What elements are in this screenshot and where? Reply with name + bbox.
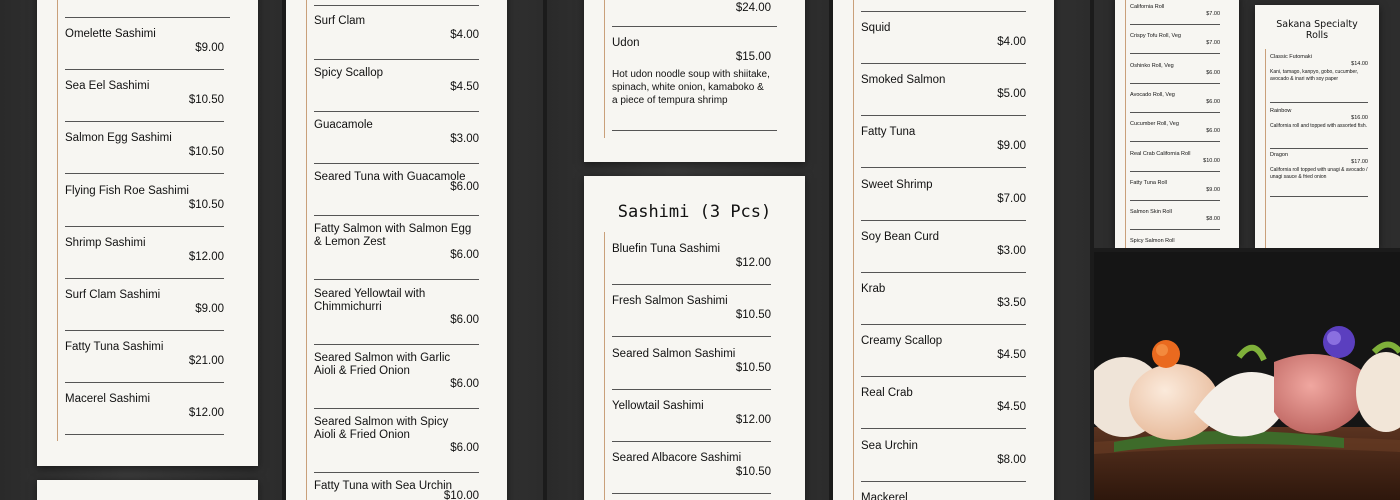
menu-item [861,126,1026,176]
divider [612,284,771,285]
menu-item [1130,33,1220,60]
item-price: $7.00 [1206,40,1220,47]
menu-rule [604,0,605,138]
item-price: $3.00 [450,133,479,145]
item-name: Crispy Tofu Roll, Veg [1130,33,1181,40]
item-name: Seared Tuna with Guacamole [314,171,466,183]
divider [65,173,224,174]
divider [612,493,771,494]
divider [65,382,224,383]
menu-card-specialty-rolls [1255,5,1379,248]
menu-item [1130,4,1220,31]
menu-item [1270,108,1368,150]
divider [314,344,479,345]
item-name: Bluefin Tuna Sashimi [612,243,721,255]
item-price: $12.00 [188,407,224,420]
menu-item-udon [612,37,771,107]
divider [65,226,224,227]
item-name: Spicy Salmon Roll [1130,238,1175,245]
menu-item [65,289,224,339]
item-price: $8.00 [997,453,1026,466]
item-name: Seared Salmon with Spicy Aioli & Fried Onion [314,416,449,441]
item-price: $7.00 [1206,11,1220,17]
divider [861,376,1026,377]
menu-rule [1125,0,1126,248]
item-name: Oshinko Roll, Veg [1130,62,1174,69]
divider [314,408,479,409]
menu-item [612,243,771,293]
menu-item [1270,152,1368,194]
item-price: $10.50 [735,361,771,374]
item-price: $6.00 [450,378,479,390]
item-name: Classic Futomaki [1270,54,1312,60]
divider [612,389,771,390]
divider [314,215,479,216]
item-price: $10.50 [735,466,771,479]
menu-item [861,22,1026,72]
item-price: $16.00 [1351,115,1368,121]
item-price: $10.00 [1203,157,1220,164]
section-title: Sashimi (3 Pcs) [617,202,772,222]
divider [65,121,224,122]
divider [1130,24,1220,25]
item-name: Surf Clam [314,15,366,27]
item-name: Udon [612,37,640,49]
item-price: $4.00 [450,29,479,41]
menu-item [1130,238,1220,248]
menu-card-sashimi-list [37,0,258,466]
sushi-photo [1094,252,1400,500]
divider [314,472,479,473]
item-price: $21.00 [188,355,224,368]
item-name: Fresh Salmon Sashimi [612,295,728,308]
menu-item [861,283,1026,333]
item-price: $4.50 [997,401,1026,414]
menu-card-sashimi-3pcs [584,176,805,500]
item-name: Yellowtail Sashimi [612,399,704,412]
item-price: $6.00 [450,314,479,326]
item-name: Sea Eel Sashimi [65,80,150,93]
item-description: Kani, tamago, kanpyo, gobo, cucumber, avocado & inari with soy paper [1270,69,1359,82]
item-name: Fatty Tuna Roll [1130,179,1167,186]
item-price: $9.00 [1206,186,1220,193]
panel-5 [1094,0,1400,248]
panel-2 [286,0,543,500]
divider [65,434,224,435]
menu-item [612,400,771,450]
item-price: $6.00 [450,442,479,454]
item-name: Seared Albacore Sashimi [612,452,742,465]
divider [1130,112,1220,113]
divider [1270,196,1368,197]
menu-item [65,80,224,130]
menu-card-nigiri-2 [833,0,1054,500]
menu-item [314,288,479,350]
item-name: Macerel Sashimi [65,393,150,406]
item-price: $6.00 [1206,128,1220,135]
item-name: Creamy Scallop [861,335,943,348]
item-price: $12.00 [188,250,224,263]
item-name: Seared Salmon Sashimi [612,347,736,360]
menu-item [314,223,479,285]
divider [861,272,1026,273]
menu-item-price [612,2,771,16]
item-description: Hot udon noodle soup with shiitake, spinach, white onion, kamaboko & a piece of tempura shrimp [612,69,770,106]
item-price: $12.00 [735,413,771,426]
divider [314,279,479,280]
divider [1130,171,1220,172]
item-name: Seared Salmon with Garlic Aioli & Fried Onion [314,352,451,377]
menu-item [65,393,224,443]
panel-1 [0,0,282,500]
item-price: $10.50 [735,309,771,322]
item-name: Salmon Skin Roll [1130,209,1172,216]
menu-item [861,74,1026,124]
divider [65,69,224,70]
divider [1130,83,1220,84]
item-name: Fatty Tuna with Sea Urchin [314,480,453,492]
item-price: $6.00 [450,249,479,261]
menu-item [612,295,771,345]
divider [65,278,224,279]
menu-item [1130,63,1220,90]
divider [314,163,479,164]
item-name: California Roll [1130,4,1165,10]
menu-item [612,348,771,398]
menu-item [314,416,479,478]
divider [1270,148,1368,149]
divider [612,441,771,442]
item-name: Dragon [1270,152,1289,158]
menu-item [314,480,479,500]
item-price: $17.00 [1351,159,1368,165]
divider [861,428,1026,429]
item-price: $8.00 [1206,216,1220,223]
item-price: $10.00 [443,490,479,500]
divider [1130,53,1220,54]
item-name: Fatty Tuna [861,126,916,139]
divider [861,115,1026,116]
panel-3 [547,0,829,500]
divider [861,481,1026,482]
item-description: California roll and topped with assorted fish. [1270,123,1367,129]
item-price: $4.50 [450,81,479,93]
menu-item [314,352,479,414]
menu-item [1130,121,1220,148]
item-price: $24.00 [735,2,771,14]
divider [861,220,1026,221]
item-price: $9.00 [195,42,224,54]
item-price: $3.00 [997,244,1026,257]
item-name: Sweet Shrimp [861,178,933,191]
menu-card-rolls [1115,0,1239,248]
section-title: Sakana Specialty Rolls [1276,19,1358,41]
item-name: Mackerel [861,491,908,500]
item-price: $6.00 [1206,98,1220,105]
item-name: Sea Urchin [861,439,918,452]
menu-rule [1265,49,1266,248]
menu-item [861,440,1026,490]
menu-card-udon [584,0,805,162]
item-price: $12.00 [735,257,771,269]
divider [65,330,224,331]
item-name: Krab [861,283,886,295]
item-name: Avocado Roll, Veg [1130,91,1175,98]
divider [612,336,771,337]
item-price: $5.00 [997,88,1026,101]
item-name: Smoked Salmon [861,74,946,87]
item-price: $10.50 [188,94,224,107]
item-name: Spicy Scallop [314,67,384,79]
item-name: Squid [861,22,891,34]
item-name: Real Crab California Roll [1130,150,1191,157]
item-price: $10.50 [188,198,224,211]
item-name: Surf Clam Sashimi [65,289,161,301]
item-name: Fatty Salmon with Salmon Egg & Lemon Zest [314,223,472,248]
item-price: $9.00 [997,140,1026,153]
menu-item [861,231,1026,281]
item-price: $6.00 [450,181,479,193]
item-price: $4.50 [997,349,1026,362]
menu-item [861,335,1026,385]
menu-item [1130,209,1220,236]
menu-card-next [37,480,258,500]
panel-4 [833,0,1090,500]
divider [861,324,1026,325]
divider [314,111,479,112]
menu-item [1270,54,1368,96]
menu-item [65,237,224,287]
item-price: $4.00 [997,36,1026,48]
menu-rule [57,0,58,441]
item-price: $10.50 [188,146,224,159]
item-name: Shrimp Sashimi [65,236,146,249]
menu-rule [853,0,854,500]
item-name: Seared Yellowtail with Chimmichurri [314,288,426,313]
divider [861,63,1026,64]
item-description: California roll topped with unagi & avocado / unagi sauce & fried onion [1270,167,1368,180]
item-price: $6.00 [1206,69,1220,76]
divider [861,167,1026,168]
item-name: Fatty Tuna Sashimi [65,341,164,354]
menu-item [65,341,224,391]
item-name: Omelette Sashimi [65,28,156,40]
sushi-illustration [1094,252,1400,500]
menu-card-nigiri-list [286,0,507,500]
item-name: Salmon Egg Sashimi [65,132,172,145]
item-price: $15.00 [735,51,771,63]
menu-item [1130,92,1220,119]
item-name: Cucumber Roll, Veg [1130,121,1179,128]
item-price: $14.00 [1351,61,1368,67]
menu-item [65,132,224,182]
menu-rule [306,0,307,500]
item-name: Guacamole [314,119,373,131]
menu-item [1130,180,1220,207]
menu-item [861,492,1026,500]
item-name: Rainbow [1270,108,1292,114]
menu-item [861,387,1026,437]
divider [314,59,479,60]
item-name: Soy Bean Curd [861,230,939,243]
divider [1130,229,1220,230]
menu-item [861,179,1026,229]
divider [1270,102,1368,103]
menu-item [1130,151,1220,178]
menu-item [65,185,224,235]
item-price: $3.50 [997,297,1026,309]
item-price: $7.00 [997,192,1026,205]
item-name: Flying Fish Roe Sashimi [65,184,189,197]
divider [1130,141,1220,142]
menu-item [65,28,224,78]
menu-item [612,452,771,500]
item-name: Real Crab [861,387,913,400]
item-price: $9.00 [195,303,224,315]
divider [1130,200,1220,201]
